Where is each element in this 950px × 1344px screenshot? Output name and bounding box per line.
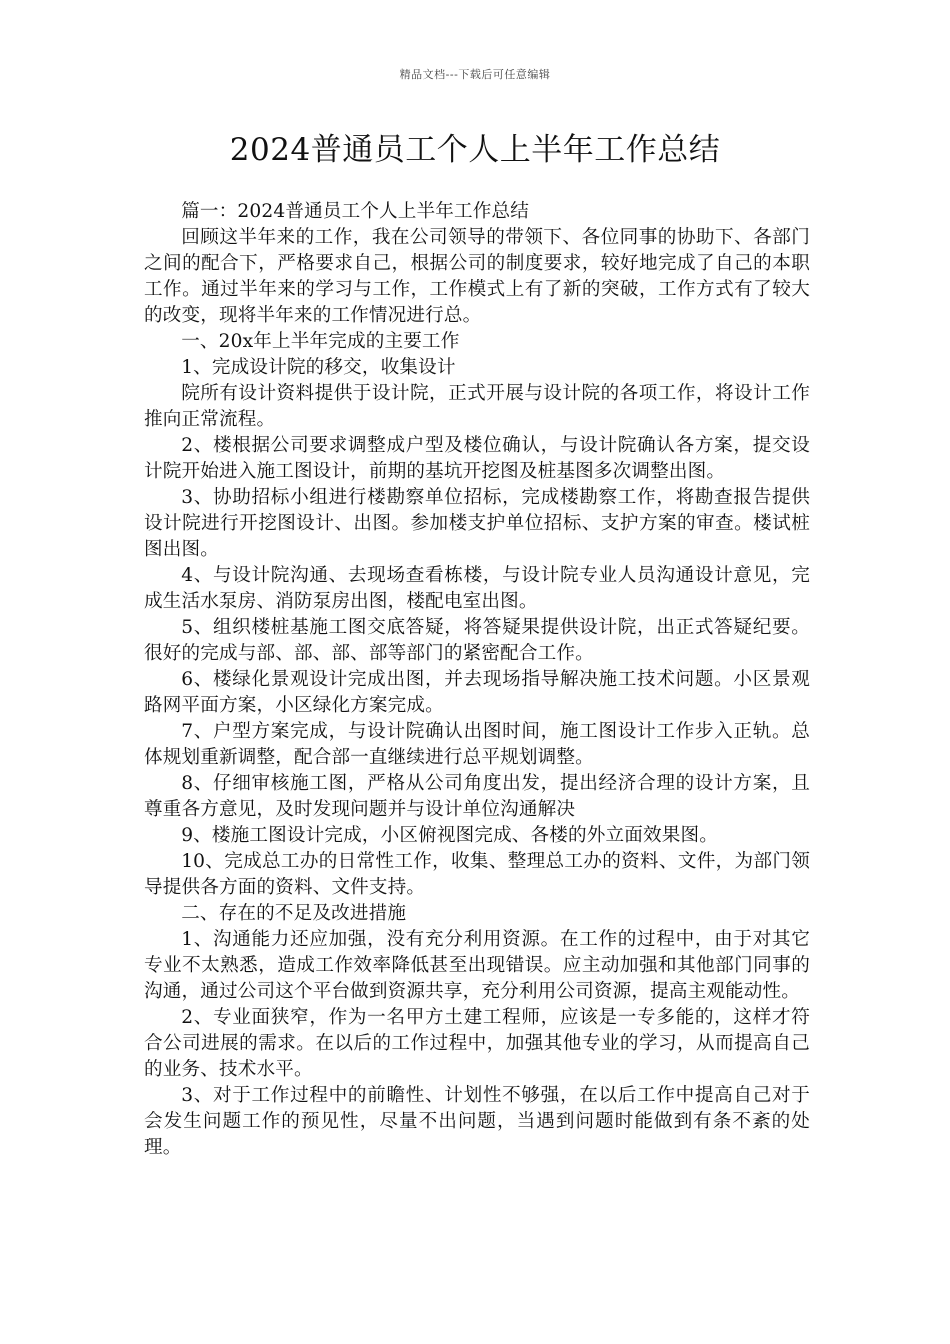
paragraph-item-4: 4、与设计院沟通、去现场查看栋楼，与设计院专业人员沟通设计意见，完成生活水泵房、消防泵房出图，楼配电室出图。 <box>144 565 810 612</box>
page-header-note: 精品文档---下载后可任意编辑 <box>399 68 551 81</box>
paragraph-item-2: 2、楼根据公司要求调整成户型及楼位确认，与设计院确认各方案，提交设计院开始进入施工图设计，前期的基坑开挖图及桩基图多次调整出图。 <box>144 435 810 482</box>
heading-main-work: 一、20x年上半年完成的主要工作 <box>181 331 460 352</box>
paragraph-item-10: 10、完成总工办的日常性工作，收集、整理总工办的资料、文件，为部门领导提供各方面的资料、文件支持。 <box>144 851 810 898</box>
paragraph-item-3: 3、协助招标小组进行楼勘察单位招标，完成楼勘察工作，将勘查报告提供设计院进行开挖图设计、出图。参加楼支护单位招标、支护方案的审查。楼试桩图出图。 <box>144 487 810 560</box>
paragraph-improvement-2: 2、专业面狭窄，作为一名甲方土建工程师，应该是一专多能的，这样才符合公司进展的需求。在以后的工作过程中，加强其他专业的学习，从而提高自己的业务、技术水平。 <box>144 1007 810 1080</box>
paragraph-item-8: 8、仔细审核施工图，严格从公司角度出发，提出经济合理的设计方案，且尊重各方意见，及时发现问题并与设计单位沟通解决 <box>144 773 810 820</box>
document-title: 2024普通员工个人上半年工作总结 <box>229 132 721 168</box>
document-body <box>144 199 810 1161</box>
paragraph-item-1-title: 1、完成设计院的移交，收集设计 <box>181 357 456 378</box>
paragraph-item-9: 9、楼施工图设计完成，小区俯视图完成、各楼的外立面效果图。 <box>181 825 718 846</box>
heading-shortcomings: 二、存在的不足及改进措施 <box>181 903 407 924</box>
paragraph-improvement-3: 3、对于工作过程中的前瞻性、计划性不够强，在以后工作中提高自己对于会发生问题工作的预见性，尽量不出问题，当遇到问题时能做到有条不紊的处理。 <box>144 1085 810 1158</box>
paragraph-section-heading: 篇一：2024普通员工个人上半年工作总结 <box>181 201 530 222</box>
paragraph-item-1-body: 院所有设计资料提供于设计院，正式开展与设计院的各项工作，将设计工作推向正常流程。 <box>144 383 810 430</box>
paragraph-item-7: 7、户型方案完成，与设计院确认出图时间，施工图设计工作步入正轨。总体规划重新调整，配合部一直继续进行总平规划调整。 <box>144 721 810 768</box>
paragraph-improvement-1: 1、沟通能力还应加强，没有充分利用资源。在工作的过程中，由于对其它专业不太熟悉，造成工作效率降低甚至出现错误。应主动加强和其他部门同事的沟通，通过公司这个平台做到资源共享，充分利用公司资源，提高主观能动性。 <box>144 929 810 1002</box>
paragraph-intro: 回顾这半年来的工作，我在公司领导的带领下、各位同事的协助下、各部门之间的配合下，严格要求自己，根据公司的制度要求，较好地完成了自己的本职工作。通过半年来的学习与工作，工作模式上有了新的突破，工作方式有了较大的改变，现将半年来的工作情况进行总。 <box>144 227 810 326</box>
paragraph-item-5: 5、组织楼桩基施工图交底答疑，将答疑果提供设计院，出正式答疑纪要。很好的完成与部、部、部、部等部门的紧密配合工作。 <box>144 617 810 664</box>
paragraph-item-6: 6、楼绿化景观设计完成出图，并去现场指导解决施工技术问题。小区景观路网平面方案，小区绿化方案完成。 <box>144 669 810 716</box>
